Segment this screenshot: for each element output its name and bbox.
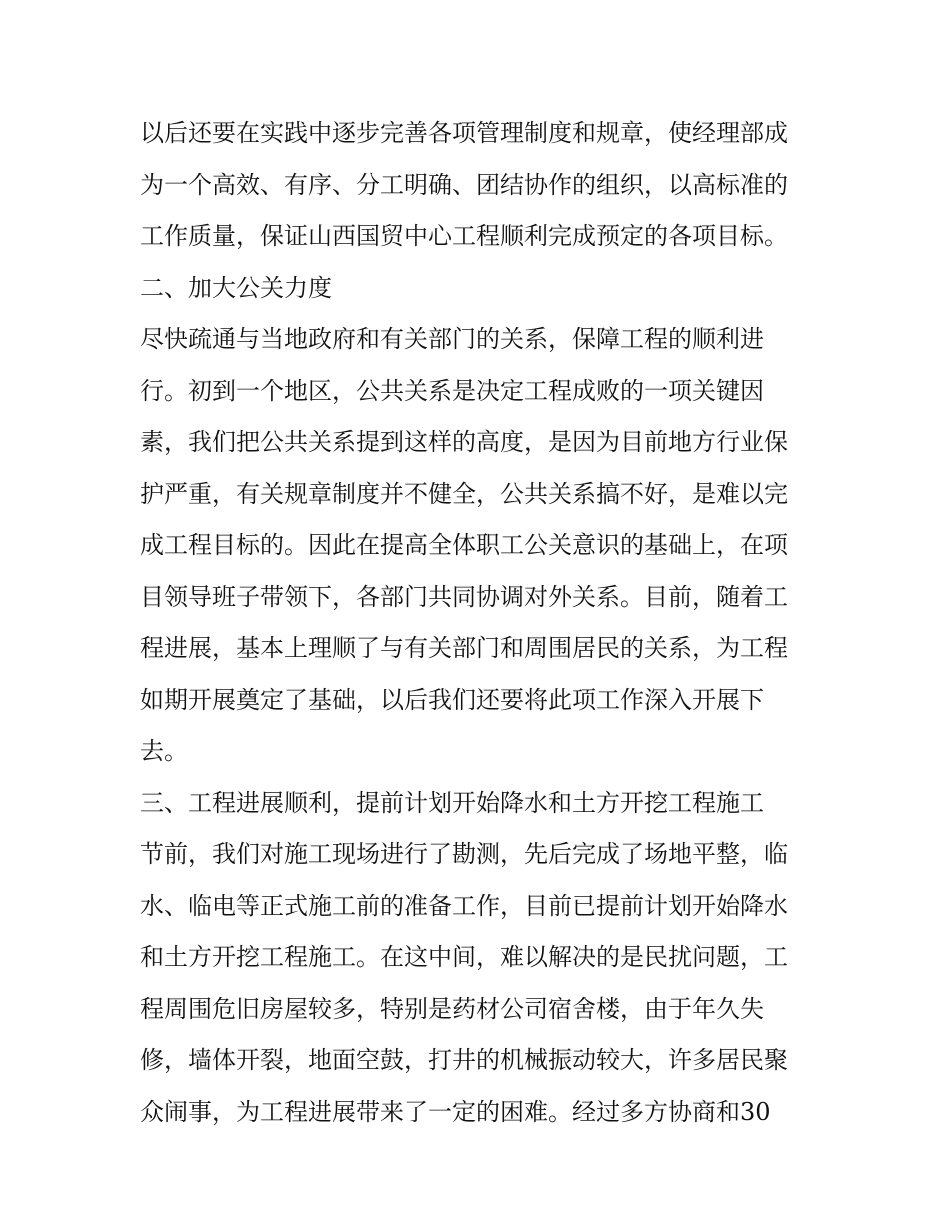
text-line: 节前，我们对施工现场进行了勘测，先后完成了场地平整，临 [140,840,788,868]
text-line: 以后还要在实践中逐步完善各项管理制度和规章，使经理部成 [140,119,788,147]
text-line: 去。 [140,737,188,765]
text-line: 和土方开挖工程施工。在这中间，难以解决的是民扰问题，工 [140,943,788,971]
section-heading: 二、加大公关力度 [140,273,332,302]
text-line: 成工程目标的。因此在提高全体职工公关意识的基础上，在项 [140,531,788,559]
text-line: 为一个高效、有序、分工明确、团结协作的组织，以高标准的 [140,170,788,199]
text-line: 行。初到一个地区，公共关系是决定工程成败的一项关键因 [140,376,764,405]
text-line: 素，我们把公共关系提到这样的高度，是因为目前地方行业保 [140,428,788,456]
text-line: 众闹事，为工程进展带来了一定的困难。经过多方协商和30 [140,1097,771,1126]
text-line: 如期开展奠定了基础，以后我们还要将此项工作深入开展下 [140,685,764,714]
text-line: 程周围危旧房屋较多，特别是药材公司宿舍楼，由于年久失 [140,994,764,1023]
text-line: 尽快疏通与当地政府和有关部门的关系，保障工程的顺利进 [140,325,764,353]
text-line: 护严重，有关规章制度并不健全，公共关系搞不好，是难以完 [140,479,788,508]
text-line: 程进展，基本上理顺了与有关部门和周围居民的关系，为工程 [140,634,788,662]
document-body [140,108,830,1138]
text-line: 水、临电等正式施工前的准备工作，目前已提前计划开始降水 [140,891,788,920]
section-heading: 三、工程进展顺利，提前计划开始降水和土方开挖工程施工 [140,788,764,817]
text-line: 工作质量，保证山西国贸中心工程顺利完成预定的各项目标。 [140,222,788,250]
text-line: 修，墙体开裂，地面空鼓，打井的机械振动较大，许多居民聚 [140,1046,788,1074]
text-line: 目领导班子带领下，各部门共同协调对外关系。目前，随着工 [140,582,788,611]
